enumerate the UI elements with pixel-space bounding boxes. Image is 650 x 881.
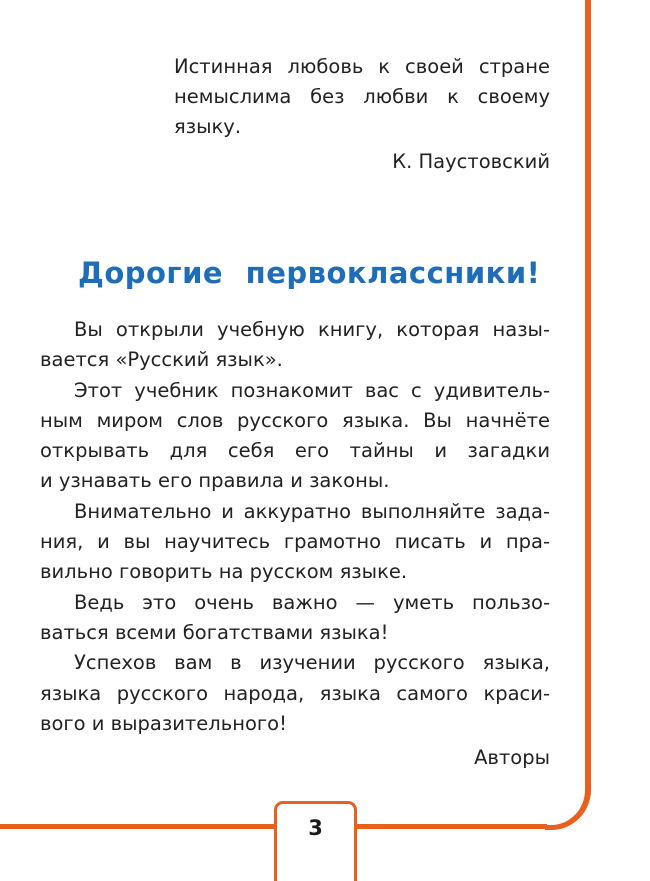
text-line: ным миром слов русского языка. Вы начнёте [40,408,550,432]
text-line: вается «Русский язык». [40,348,283,372]
epigraph-author: К. Паустовский [392,150,550,173]
text-line: Этот учебник познакомит вас с удивитель- [74,378,550,402]
signature: Авторы [474,746,550,770]
paragraph [40,497,550,588]
paragraph [40,315,550,376]
paragraph [40,648,550,739]
frame-border-bottom-right [355,824,547,829]
text-line: ваться всеми богатствами языка! [40,620,389,644]
frame-border-bottom-left [0,824,277,829]
epigraph-line: немыслима без любви к своему [174,85,550,108]
text-line: Успехов вам в изучении русского языка, [74,651,550,675]
text-line: ния, и вы научитесь грамотно писать и пра- [40,530,550,554]
epigraph-line: Истинная любовь к своей стране [174,55,550,78]
page-number-tab [274,801,357,881]
text-line: вильно говорить на русском языке. [40,560,408,584]
epigraph [174,52,550,177]
page-title: Дорогие первоклассники! [78,256,541,290]
page-number: 3 [308,816,323,840]
text-line: открывать для себя его тайны и загадки [40,439,550,463]
text-line: Внимательно и аккуратно выполняйте зада- [74,499,550,523]
paragraph [40,588,550,649]
paragraph [40,376,550,497]
text-line: Вы открыли учебную книгу, которая назы- [74,318,550,341]
text-line: вого и выразительного! [40,711,287,735]
text-line: языка русского народа, языка самого краси- [40,681,550,705]
frame-border-corner [545,784,591,830]
text-line: и узнавать его правила и законы. [40,469,390,493]
text-line: Ведь это очень важно — уметь пользо- [74,590,550,614]
epigraph-line: языку. [174,115,242,138]
body-text [40,315,550,773]
frame-border-right [585,0,591,790]
